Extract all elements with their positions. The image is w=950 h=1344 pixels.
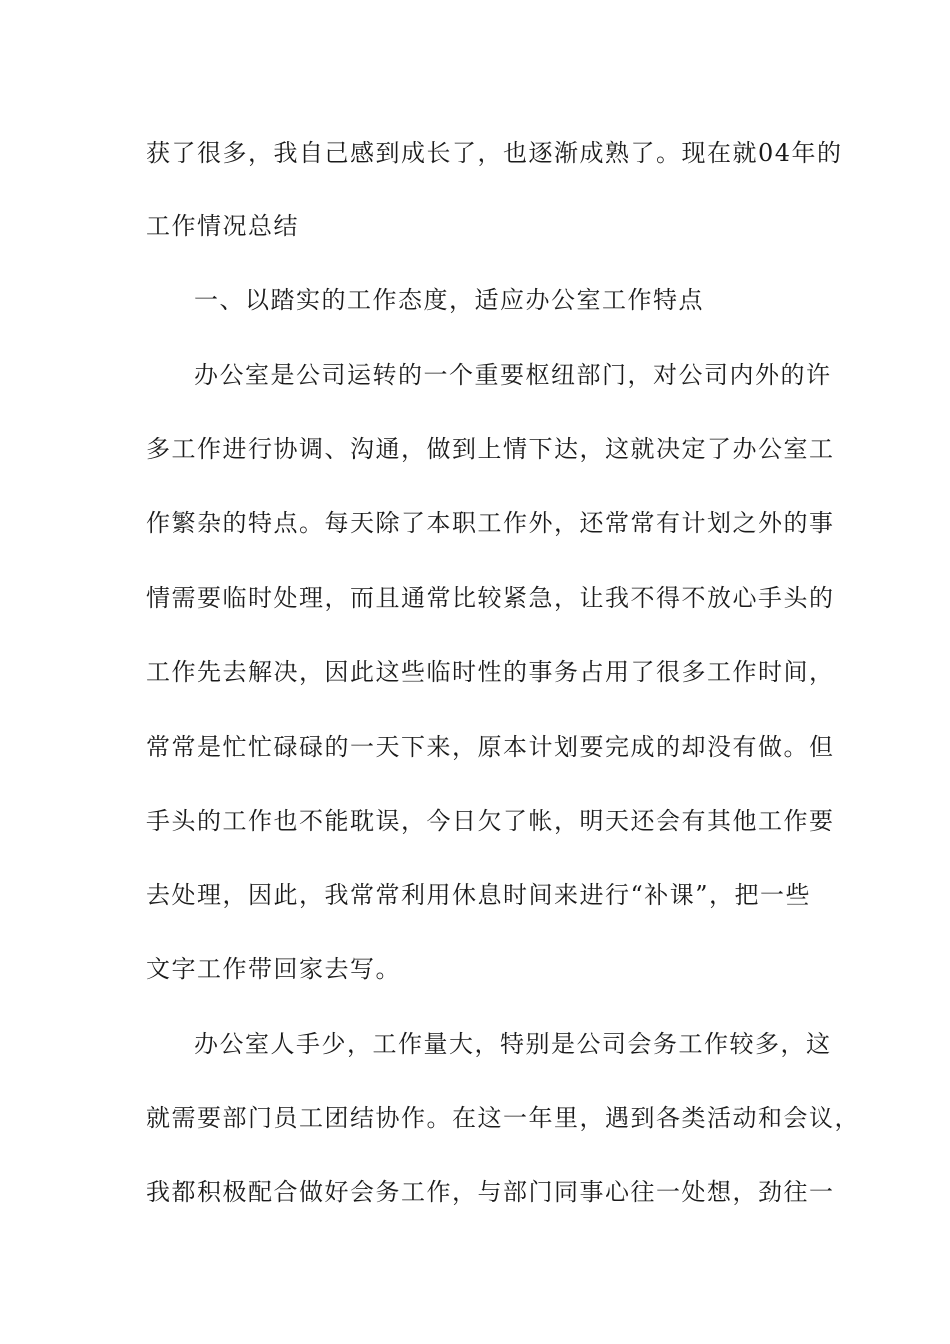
text-line-4: 办公室是公司运转的一个重要枢纽部门，对公司内外的许 <box>194 361 832 389</box>
text-line-5: 多工作进行协调、沟通，做到上情下达，这就决定了办公室工 <box>146 435 835 463</box>
section-heading-1: 一、以踏实的工作态度，适应办公室工作特点 <box>194 286 704 314</box>
text-line-6: 作繁杂的特点。每天除了本职工作外，还常常有计划之外的事 <box>146 509 835 537</box>
text-line-15: 我都积极配合做好会务工作，与部门同事心往一处想，劲往一 <box>146 1178 835 1206</box>
text-line-14: 就需要部门员工团结协作。在这一年里，遇到各类活动和会议， <box>146 1104 860 1132</box>
text-line-13: 办公室人手少，工作量大，特别是公司会务工作较多，这 <box>194 1030 832 1058</box>
text-line-7: 情需要临时处理，而且通常比较紧急，让我不得不放心手头的 <box>146 584 835 612</box>
text-line-12: 文字工作带回家去写。 <box>146 955 401 983</box>
text-line-2: 工作情况总结 <box>146 212 299 240</box>
text-line-1: 获了很多，我自己感到成长了，也逐渐成熟了。现在就04年的 <box>146 139 843 167</box>
text-line-9: 常常是忙忙碌碌的一天下来，原本计划要完成的却没有做。但 <box>146 733 835 761</box>
text-line-11: 去处理，因此，我常常利用休息时间来进行“补课”，把一些 <box>146 881 812 909</box>
text-line-8: 工作先去解决，因此这些临时性的事务占用了很多工作时间， <box>146 658 835 686</box>
text-line-10: 手头的工作也不能耽误，今日欠了帐，明天还会有其他工作要 <box>146 807 835 835</box>
